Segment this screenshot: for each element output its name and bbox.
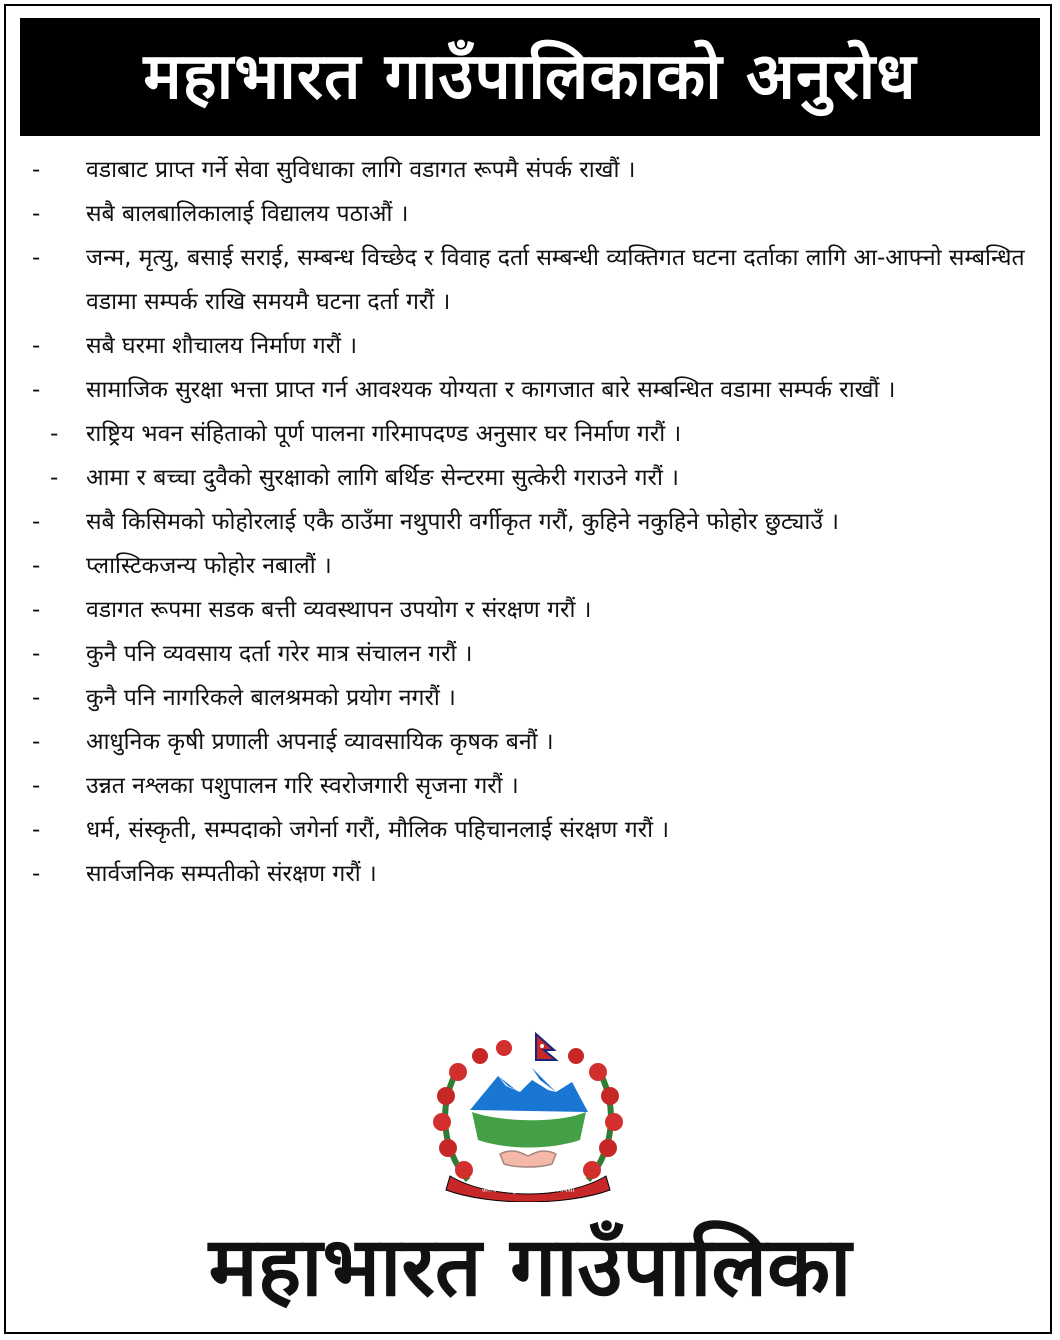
list-item [0, 852, 1060, 896]
list-item [0, 324, 1060, 368]
list-item [0, 192, 1060, 236]
handshake-icon [500, 1151, 556, 1167]
list-item [0, 236, 1060, 324]
bullet-dash: - [32, 685, 41, 711]
list-item-text: जन्म, मृत्यु, बसाई सराई, सम्बन्ध विच्छेद र विवाह दर्ता सम्बन्धी व्यक्तिगत घटना दर्ताका लागि आ-आफ्नो सम्बन्धित वडामा सम्पर्क राखि समयमै घटना दर्ता गरौं । [86, 245, 1025, 315]
footer-title: महाभारत गाउँपालिका [208, 1220, 852, 1315]
list-item [0, 544, 1060, 588]
list-item [0, 456, 1060, 500]
header-banner [20, 18, 1040, 136]
bullet-dash: - [32, 641, 41, 667]
list-item [0, 720, 1060, 764]
bullet-dash: - [32, 509, 41, 535]
list-item-text: सबै बालबालिकालाई विद्यालय पठाऔं । [86, 201, 409, 227]
list-item-text: आमा र बच्चा दुवैको सुरक्षाको लागि बर्थिङ सेन्टरमा सुत्केरी गराउने गरौं । [86, 465, 679, 491]
bullet-dash: - [32, 597, 41, 623]
list-item [0, 676, 1060, 720]
bullet-dash: - [32, 245, 41, 271]
mountain-illustration [470, 1068, 588, 1148]
bullet-dash: - [32, 333, 41, 359]
bullet-dash: - [32, 157, 41, 183]
list-item [0, 808, 1060, 852]
list-item-text: सार्वजनिक सम्पतीको संरक्षण गरौं । [86, 861, 377, 887]
bullet-dash: - [32, 553, 41, 579]
list-item-text: सबै घरमा शौचालय निर्माण गरौं । [86, 333, 358, 359]
bullet-dash: - [32, 861, 41, 887]
list-item-text: सामाजिक सुरक्षा भत्ता प्राप्त गर्न आवश्यक योग्यता र कागजात बारे सम्बन्धित वडामा सम्पर्क राखौं । [86, 377, 896, 403]
bullet-dash: - [32, 729, 41, 755]
bullet-dash: - [50, 421, 59, 447]
list-item [0, 764, 1060, 808]
list-item-text: सबै किसिमको फोहोरलाई एकै ठाउँमा नथुपारी वर्गीकृत गरौं, कुहिने नकुहिने फोहोर छुट्याउँ । [86, 509, 839, 535]
list-item-text: कुनै पनि व्यवसाय दर्ता गरेर मात्र संचालन गरौं । [86, 641, 473, 667]
list-item-text: राष्ट्रिय भवन संहिताको पूर्ण पालना गरिमापदण्ड अनुसार घर निर्माण गरौं । [86, 421, 682, 447]
nepal-flag-icon [536, 1034, 556, 1060]
list-item [0, 412, 1060, 456]
list-item-text: उन्नत नश्लका पशुपालन गरि स्वरोजगारी सृजना गरौं । [86, 773, 519, 799]
emblem-motto: जननी जन्मभूमिश्च स्वर्गादपि गरीयसी [481, 1186, 575, 1194]
list-item-text: वडाबाट प्राप्त गर्ने सेवा सुविधाका लागि वडागत रूपमै संपर्क राखौं । [86, 157, 636, 183]
list-item-text: धर्म, संस्कृती, सम्पदाको जगेर्ना गरौं, मौलिक पहिचानलाई संरक्षण गरौं । [86, 817, 670, 843]
list-item [0, 148, 1060, 192]
list-item [0, 368, 1060, 412]
list-item-text: आधुनिक कृषी प्रणाली अपनाई व्यावसायिक कृषक बनौं । [86, 729, 554, 755]
list-item-text: प्लास्टिकजन्य फोहोर नबालौं । [86, 553, 332, 579]
list-item [0, 500, 1060, 544]
bullet-dash: - [32, 773, 41, 799]
bullet-dash: - [32, 377, 41, 403]
list-item [0, 632, 1060, 676]
list-item-text: वडागत रूपमा सडक बत्ती व्यवस्थापन उपयोग र संरक्षण गरौं । [86, 597, 592, 623]
list-item-text: कुनै पनि नागरिकले बालश्रमको प्रयोग नगरौं । [86, 685, 456, 711]
bullet-dash: - [32, 201, 41, 227]
motto-ribbon [446, 1176, 610, 1202]
request-list [0, 148, 1060, 896]
bullet-dash: - [50, 465, 59, 491]
nepal-national-emblem-icon [420, 1030, 636, 1202]
page-title: महाभारत गाउँपालिकाको अनुरोध [143, 40, 917, 114]
list-item [0, 588, 1060, 632]
bullet-dash: - [32, 817, 41, 843]
